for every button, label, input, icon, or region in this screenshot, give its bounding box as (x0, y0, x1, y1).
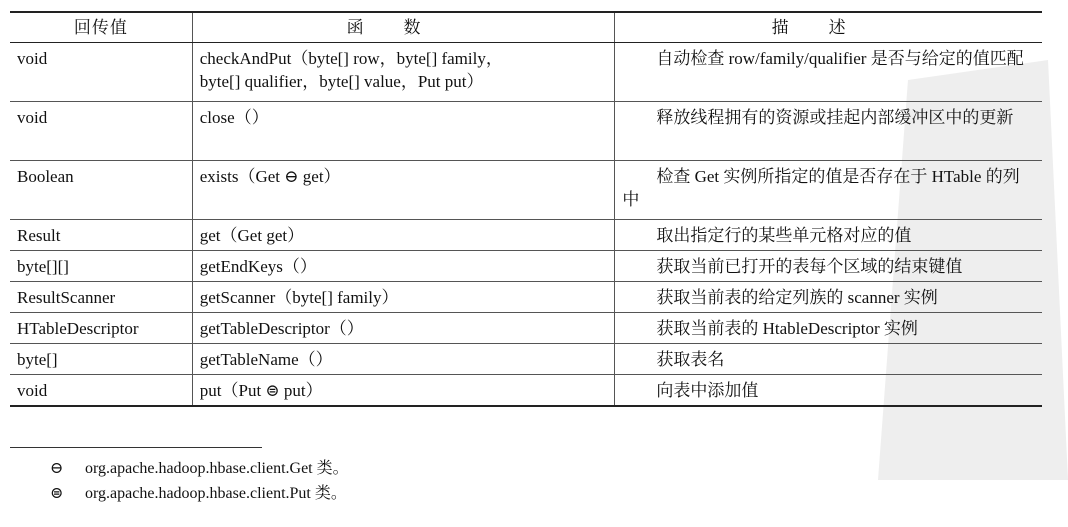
footnotes (50, 456, 349, 506)
table-row (10, 43, 1042, 102)
header-return: 回传值 (10, 12, 192, 43)
table-row (10, 251, 1042, 282)
cell-function: getEndKeys（） (192, 251, 615, 282)
cell-return: void (10, 43, 192, 102)
footnote-item (50, 456, 349, 481)
cell-return: HTableDescriptor (10, 313, 192, 344)
cell-description: 获取当前表的 HtableDescriptor 实例 (615, 313, 1042, 344)
api-table (10, 11, 1042, 407)
cell-description: 获取表名 (615, 344, 1042, 375)
table-row (10, 102, 1042, 161)
table-row (10, 282, 1042, 313)
cell-description: 获取当前表的给定列族的 scanner 实例 (615, 282, 1042, 313)
cell-description: 取出指定行的某些单元格对应的值 (615, 220, 1042, 251)
cell-function: exists（Get ⊖ get） (192, 161, 615, 220)
footnote-mark: ⊖ (50, 460, 64, 477)
cell-description: 检查 Get 实例所指定的值是否存在于 HTable 的列中 (615, 161, 1042, 220)
table-row (10, 344, 1042, 375)
footnote-text: org.apache.hadoop.hbase.client.Get 类。 (85, 460, 349, 477)
cell-return: void (10, 102, 192, 161)
cell-return: Result (10, 220, 192, 251)
cell-function: close（） (192, 102, 615, 161)
cell-return: ResultScanner (10, 282, 192, 313)
table-header-row (10, 12, 1042, 43)
cell-description: 释放线程拥有的资源或挂起内部缓冲区中的更新 (615, 102, 1042, 161)
cell-return: byte[][] (10, 251, 192, 282)
cell-function: get（Get get） (192, 220, 615, 251)
table-row (10, 220, 1042, 251)
cell-function: getTableDescriptor（） (192, 313, 615, 344)
cell-return: byte[] (10, 344, 192, 375)
table-row (10, 161, 1042, 220)
cell-function: getScanner（byte[] family） (192, 282, 615, 313)
footnote-item (50, 481, 349, 506)
footnote-mark: ⊜ (50, 485, 64, 502)
table-row (10, 375, 1042, 407)
header-description: 描述 (615, 12, 1042, 43)
cell-description: 向表中添加值 (615, 375, 1042, 407)
cell-function: getTableName（） (192, 344, 615, 375)
cell-function: checkAndPut（byte[] row，byte[] family， byte[] qualifier，byte[] value，Put put） (192, 43, 615, 102)
cell-return: Boolean (10, 161, 192, 220)
table-row (10, 313, 1042, 344)
footnote-divider (10, 447, 262, 448)
cell-function: put（Put ⊜ put） (192, 375, 615, 407)
footnote-text: org.apache.hadoop.hbase.client.Put 类。 (85, 485, 347, 502)
cell-description: 获取当前已打开的表每个区域的结束键值 (615, 251, 1042, 282)
header-function: 函数 (192, 12, 615, 43)
cell-description: 自动检查 row/family/qualifier 是否与给定的值匹配 (615, 43, 1042, 102)
cell-return: void (10, 375, 192, 407)
